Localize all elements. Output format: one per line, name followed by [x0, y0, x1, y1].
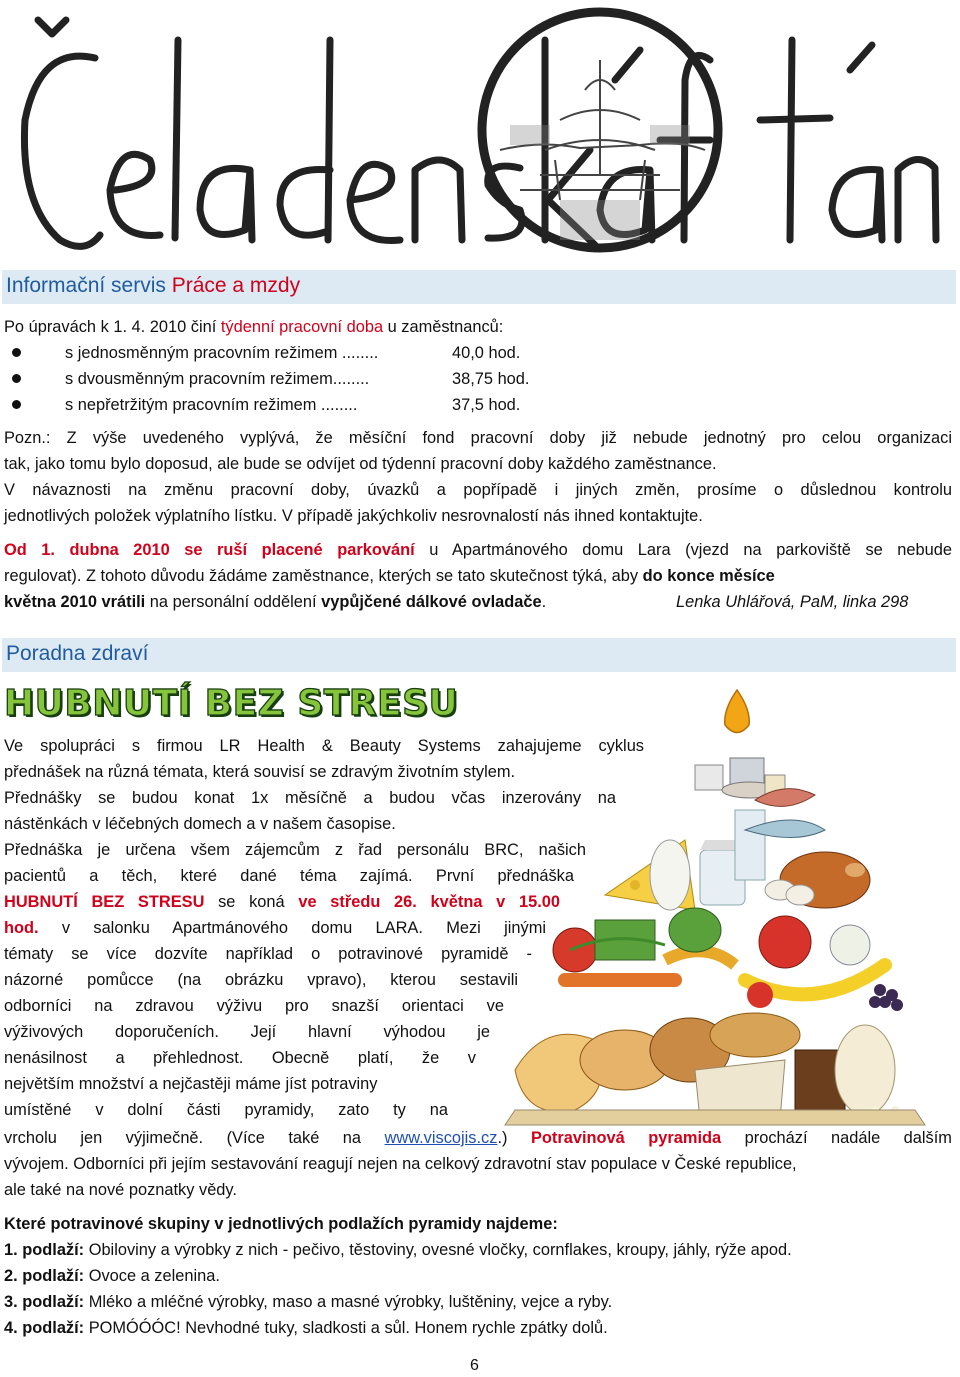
section-heading: Informační servis Práce a mzdy	[6, 274, 301, 297]
article-line: umístěné v dolní části pyramidy, zato ty na	[4, 1101, 448, 1119]
article-line: hod. v salonku Apartmánového domu LARA. Mezi jinými	[4, 919, 546, 937]
article-line: vývojem. Odborníci při jejím sestavování reagují nejen na celkový zdravotní stav populace v České republice,	[4, 1155, 797, 1173]
article-line: názorné pomůcce (na obrázku vpravo), kterou sestavili	[4, 971, 518, 989]
list-item-value: 37,5 hod.	[452, 396, 521, 414]
viscojis-link[interactable]: www.viscojis.cz	[384, 1129, 498, 1147]
list-item-label: s jednosměnným pracovním režimem ........	[65, 344, 379, 362]
article-line: tématy se více dozvíte například o potravinové pyramidě -	[4, 945, 532, 963]
parking-line: regulovat). Z tohoto důvodu žádáme zaměstnance, kterých se tato skutečnost týká, aby do konce měsíce	[4, 567, 775, 585]
list-item-label: s nepřetržitým pracovním režimem ........	[65, 396, 358, 414]
article-line: vrcholu jen výjimečně. (Více také na www.viscojis.cz.) Potravinová pyramida prochází nadále dalším	[4, 1129, 952, 1147]
article-line: přednášek na různá témata, která souvisí se zdravým životním stylem.	[4, 763, 516, 781]
pyramid-level: 1. podlaží: Obiloviny a výrobky z nich - pečivo, těstoviny, ovesné vločky, cornflakes, kroupy, jáhly, rýže apod.	[4, 1241, 792, 1259]
pyramid-level: 3. podlaží: Mléko a mléčné výrobky, maso a masné výrobky, luštěniny, vejce a ryby.	[4, 1293, 613, 1311]
article-line: výživových doporučeních. Její hlavní výhodou je	[4, 1023, 490, 1041]
pyramid-fruit-veg-layer	[553, 908, 903, 1011]
article-line: Přednášky se budou konat 1x měsíčně a budou včas inzerovány na	[4, 789, 616, 807]
masthead-logo	[0, 0, 960, 262]
article-line: nástěnkách v léčebných domech a v našem časopise.	[4, 815, 396, 833]
bullet-icon	[12, 348, 21, 357]
list-item-value: 38,75 hod.	[452, 370, 530, 388]
pyramid-grain-layer	[505, 1013, 925, 1125]
article-line: největším množství a nejčastěji máme jíst potraviny	[4, 1075, 378, 1093]
article-line: odborníci na zdravou výživu pro snazší orientaci ve	[4, 997, 504, 1015]
article-line: HUBNUTÍ BEZ STRESU se koná ve středu 26. května v 15.00	[4, 893, 560, 911]
bullet-icon	[12, 374, 21, 383]
drop-icon	[725, 690, 750, 733]
pyramid-protein-layer	[605, 789, 870, 910]
article-line: Přednáška je určena všem zájemcům z řad personálu BRC, našich	[4, 841, 586, 859]
note-line: Pozn.: Z výše uvedeného vyplývá, že měsíční fond pracovní doby již nebude jednotný pro celou organizaci	[4, 429, 952, 447]
intro-line: Po úpravách k 1. 4. 2010 činí týdenní pracovní doba u zaměstnanců:	[4, 318, 504, 336]
section-bar-info-service	[2, 270, 956, 304]
article-line: nenásilnost a přehlednost. Obecně platí, že v	[4, 1049, 476, 1067]
article-line: Ve spolupráci s firmou LR Health & Beauty Systems zahajujeme cyklus	[4, 737, 644, 755]
section-heading: Poradna zdraví	[6, 642, 149, 665]
list-item-label: s dvousměnným pracovním režimem........	[65, 370, 370, 388]
note-line: jednotlivých položek výplatního lístku. V případě jakýchkoliv nesrovnalostí nás ihned kontaktujte.	[4, 507, 703, 525]
page-number: 6	[470, 1357, 479, 1374]
article-title: HUBNUTÍ BEZ STRESU	[4, 683, 459, 724]
article-line: ale také na nové poznatky vědy.	[4, 1181, 237, 1199]
pyramid-level: 2. podlaží: Ovoce a zelenina.	[4, 1267, 220, 1285]
parking-line: května 2010 vrátili na personální oddělení vypůjčené dálkové ovladače.	[4, 593, 547, 611]
list-item-value: 40,0 hod.	[452, 344, 521, 362]
signature: Lenka Uhlářová, PaM, linka 298	[676, 593, 909, 611]
section-bar-health	[2, 638, 956, 672]
bullet-icon	[12, 400, 21, 409]
food-pyramid-illustration	[455, 680, 955, 1130]
pyramid-level: 4. podlaží: POMÓÓÓC! Nevhodné tuky, sladkosti a sůl. Honem rychle zpátky dolů.	[4, 1319, 608, 1337]
note-line: tak, jako tomu bylo doposud, ale bude se odvíjet od týdenní pracovní doby každého zaměstnance.	[4, 455, 717, 473]
groups-heading: Které potravinové skupiny v jednotlivých podlažích pyramidy najdeme:	[4, 1215, 558, 1233]
article-line: pacientů a těch, které dané téma zajímá. První přednáška	[4, 867, 574, 885]
parking-line: Od 1. dubna 2010 se ruší placené parkování u Apartmánového domu Lara (vjezd na parkoviště se nebude	[4, 541, 952, 559]
note-line: V návaznosti na změnu pracovní doby, úvazků a popřípadě i jiných změn, prosíme o důslednou kontrolu	[4, 481, 952, 499]
